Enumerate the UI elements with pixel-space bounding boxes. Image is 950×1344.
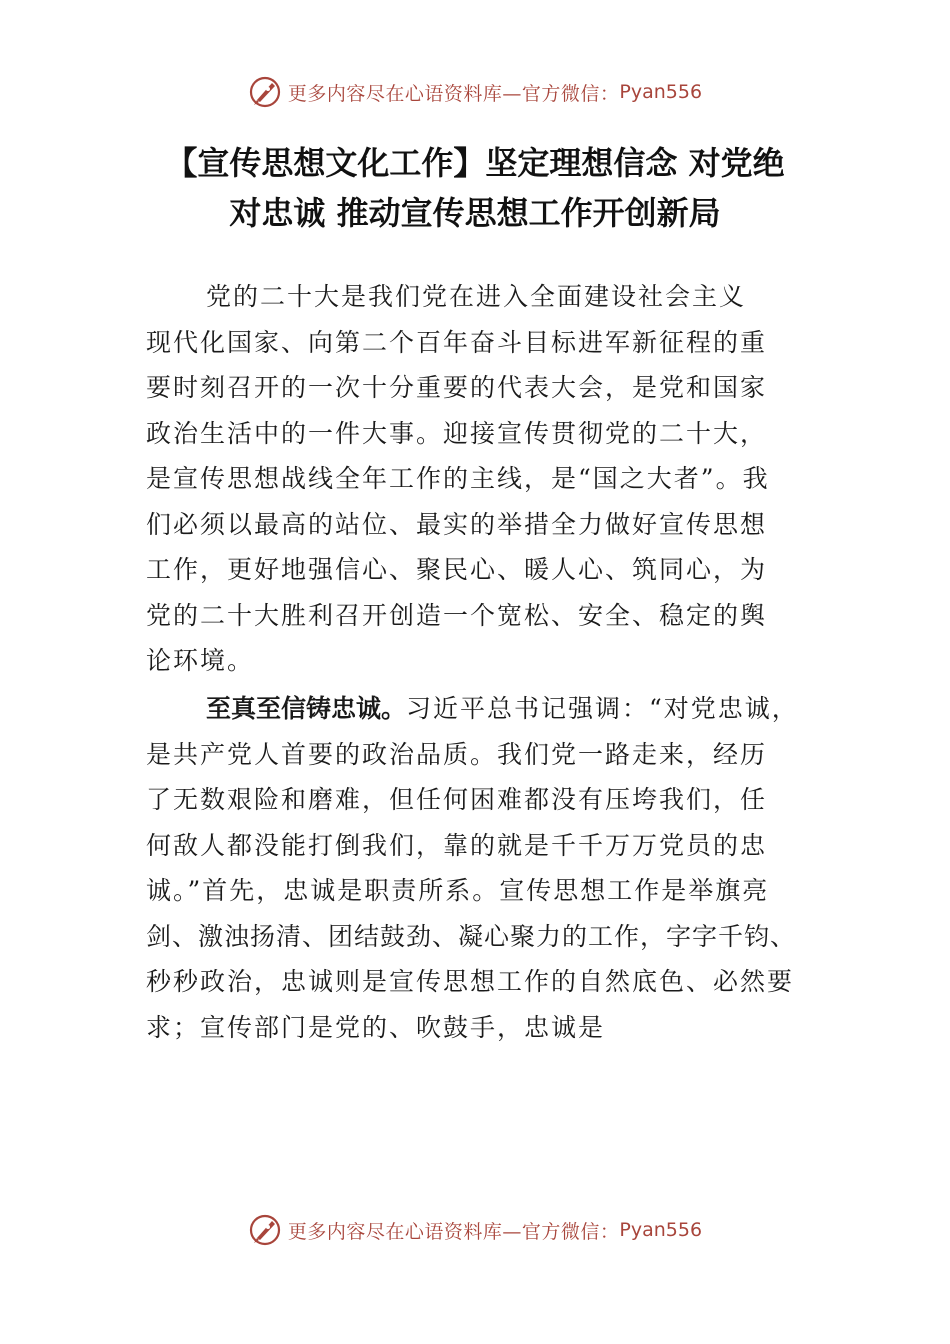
- document-title: [100, 138, 850, 238]
- section-lead-heading: 至真至信铸忠诚。: [206, 694, 407, 723]
- paragraph-line: 求；宣传部门是党的、吹鼓手，忠诚是: [146, 1012, 606, 1042]
- paragraph-line: 政治生活中的一件大事。迎接宣传贯彻党的二十大，: [146, 418, 768, 448]
- paragraph-line: 是共产党人首要的政治品质。我们党一路走来，经历: [146, 739, 768, 769]
- quill-logo-icon: [248, 1213, 282, 1247]
- footer-banner: [0, 1210, 950, 1250]
- paragraph-line: 秒秒政治，忠诚则是宣传思想工作的自然底色、必然要: [146, 967, 795, 996]
- banner-wechat-id: Pyan556: [619, 81, 703, 103]
- paragraph-line: 诚。”首先，忠诚是职责所系。宣传思想工作是举旗亮: [146, 876, 770, 905]
- banner-wechat-id: Pyan556: [619, 1219, 703, 1241]
- paragraph-line: 剑、激浊扬清、团结鼓劲、凝心聚力的工作，字字千钧、: [146, 921, 797, 951]
- banner-text: 更多内容尽在心语资料库—官方微信：: [287, 82, 620, 105]
- paragraph-line: 是宣传思想战线全年工作的主线，是“国之大者”。我: [146, 464, 770, 493]
- paragraph-line: 论环境。: [146, 646, 255, 675]
- paragraph-line: 要时刻召开的一次十分重要的代表大会，是党和国家: [146, 373, 768, 402]
- paragraph-2: [146, 686, 846, 1050]
- paragraph-first-line: [146, 686, 846, 732]
- header-banner: [0, 72, 950, 112]
- paragraph-line: 何敌人都没能打倒我们，靠的就是千千万万党员的忠: [146, 830, 768, 860]
- banner-text: 更多内容尽在心语资料库—官方微信：: [287, 1220, 620, 1243]
- paragraph-line: 了无数艰险和磨难，但任何困难都没有压垮我们，任: [146, 785, 768, 814]
- paragraph-line: 现代化国家、向第二个百年奋斗目标进军新征程的重: [146, 327, 768, 357]
- paragraph-line: 工作，更好地强信心、聚民心、暖人心、筑同心，为: [146, 555, 768, 584]
- paragraph-1: [146, 274, 846, 684]
- paragraph-line-rest: 习近平总书记强调：“对党忠诚，: [406, 694, 799, 723]
- paragraph-line: 党的二十大是我们党在进入全面建设社会主义: [206, 282, 747, 311]
- title-line-1: 【宣传思想文化工作】坚定理想信念 对党绝: [165, 144, 785, 182]
- paragraph-line: 们必须以最高的站位、最实的举措全力做好宣传思想: [146, 509, 768, 539]
- title-line-2: 对忠诚 推动宣传思想工作开创新局: [229, 194, 721, 232]
- quill-logo-icon: [248, 75, 282, 109]
- paragraph-line: 党的二十大胜利召开创造一个宽松、安全、稳定的舆: [146, 600, 768, 630]
